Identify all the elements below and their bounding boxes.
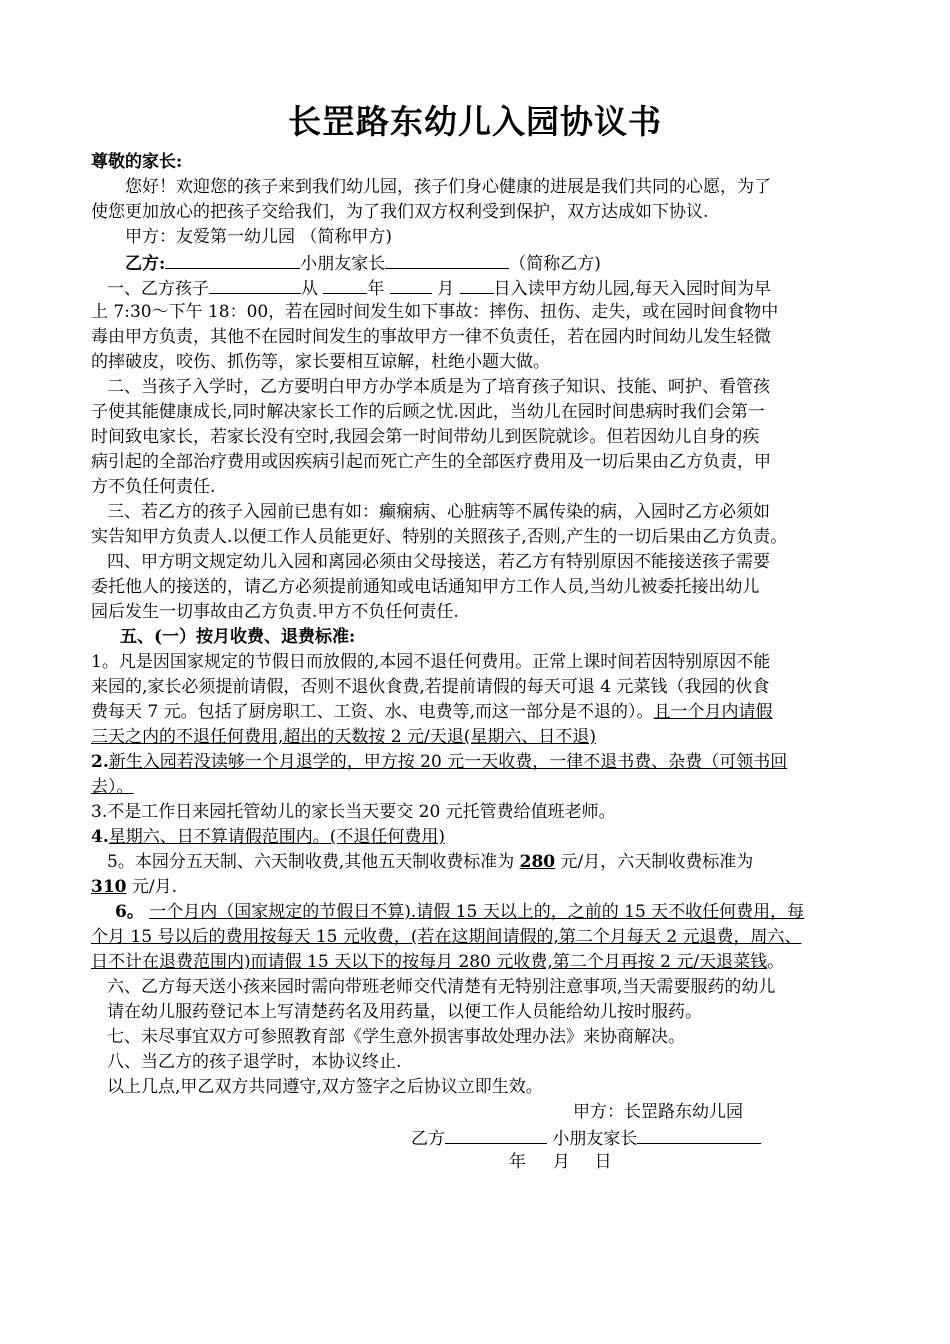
signature-party-a: 甲方：长罡路东幼儿园 xyxy=(573,1102,743,1122)
party-b-name-blank xyxy=(165,250,300,269)
fee-4-line xyxy=(91,825,445,849)
clause-1-year: 年 xyxy=(367,279,385,299)
clause-1-prefix: 一、乙方孩子 xyxy=(107,279,209,299)
signature-parent-blank xyxy=(637,1125,761,1144)
fee-1-line: 来园的,家长必须提前请假，否则不退伙食费,若提前请假的每天可退 4 元菜钱（我园的伙食 xyxy=(91,677,770,697)
clause-1-from: 从 xyxy=(301,279,318,299)
clause-7-line: 七、未尽事宜双方可参照教育部《学生意外损害事故处理办法》来协商解决。 xyxy=(107,1027,685,1047)
signature-month: 月 xyxy=(552,1152,570,1172)
fee-4-text: 星期六、日不算请假范围内。(不退任何费用) xyxy=(108,827,446,847)
fee-2-number: 2. xyxy=(91,752,109,772)
fee-6-end: 。 xyxy=(767,952,785,972)
signature-party-b-line xyxy=(411,1125,761,1149)
clause-2-line: 时间致电家长，若家长没有空时,我园会第一时间带幼儿到医院就诊。但若因幼儿自身的疾 xyxy=(91,427,760,447)
signature-party-b-label: 乙方 xyxy=(411,1129,445,1149)
fee-6-text: 日不计在退费范围内)而请假 15 天以下的按每月 280 元收费,第二个月再按 2 元/天退菜钱 xyxy=(91,952,768,972)
five-day-fee: 280 xyxy=(519,852,556,872)
intro-line: 您好！欢迎您的孩子来到我们幼儿园，孩子们身心健康的进展是我们共同的心愿，为了 xyxy=(125,177,771,197)
fee-6-line xyxy=(115,900,804,924)
fee-6-number: 6。 xyxy=(115,902,144,922)
clause-5-heading: 五、(一）按月收费、退费标准: xyxy=(120,627,356,647)
clause-2-line: 二、当孩子入学时，乙方要明白甲方办学本质是为了培育孩子知识、技能、呵护、看管孩 xyxy=(107,377,770,397)
party-a-line: 甲方：友爱第一幼儿园 （简称甲方) xyxy=(125,227,393,247)
fee-1-underlined-text: 且一个月内请假 xyxy=(653,702,773,722)
document-title: 长罡路东幼儿入园协议书 xyxy=(288,102,662,141)
fee-1-line xyxy=(91,700,773,724)
closing-line: 以上几点,甲乙双方共同遵守,双方签字之后协议立即生效。 xyxy=(107,1077,543,1097)
clause-4-line: 委托他人的接送的，请乙方必须提前通知或电话通知甲方工作人员,当幼儿被委托接出幼儿 xyxy=(91,577,760,597)
six-day-fee: 310 xyxy=(91,877,127,897)
fee-2-text: 去）。 xyxy=(91,777,134,797)
clause-4-line: 四、甲方明文规定幼儿入园和离园必须由父母接送，若乙方有特别原因不能接送孩子需要 xyxy=(107,552,770,572)
clause-2-line: 方不负任何责任. xyxy=(91,477,216,497)
clause-1-month: 月 xyxy=(437,279,455,299)
signature-parent-label: 小朋友家长 xyxy=(552,1129,638,1149)
clause-3-line: 三、若乙方的孩子入园前已患有如：癫痫病、心脏病等不属传染的病，入园时乙方必须如 xyxy=(107,502,770,522)
clause-8-line: 八、当乙方的孩子退学时，本协议终止. xyxy=(107,1052,402,1072)
intro-line: 使您更加放心的把孩子交给我们，为了我们双方权利受到保护，双方达成如下协议. xyxy=(91,202,709,222)
fee-2-line xyxy=(91,775,134,799)
month-blank xyxy=(390,275,432,294)
fee-1-line: 1。凡是因国家规定的节假日而放假的,本园不退任何费用。正常上课时间若因特别原因不能 xyxy=(91,652,771,672)
fee-3-line: 3.不是工作日来园托管幼儿的家长当天要交 20 元托管费给值班老师。 xyxy=(91,802,616,822)
fee-1-plain-text: 费每天 7 元。包括了厨房职工、工资、水、电费等,而这一部分是不退的）。 xyxy=(91,702,654,722)
clause-1-line: 上 7:30～下午 18：00，若在园时间发生如下事故：摔伤、扭伤、走失，或在园时间食物中 xyxy=(91,302,779,322)
clause-2-line: 病引起的全部治疗费用或因疾病引起而死亡产生的全部医疗费用及一切后果由乙方负责，甲 xyxy=(91,452,771,472)
fee-6-line xyxy=(91,950,784,974)
party-b-label: 乙方: xyxy=(125,254,166,274)
year-blank xyxy=(323,275,367,294)
signature-date-line xyxy=(509,1150,612,1174)
fee-4-number: 4. xyxy=(91,827,109,847)
clause-2-line: 子使其能健康成长,同时解决家长工作的后顾之忧.因此，当幼儿在园时间患病时我们会第一 xyxy=(91,402,765,422)
signature-party-b-blank xyxy=(445,1125,547,1144)
party-b-middle: 小朋友家长 xyxy=(300,254,386,274)
day-blank xyxy=(460,275,494,294)
signature-day: 日 xyxy=(594,1152,612,1172)
fee-5-line xyxy=(107,850,753,874)
party-b-line xyxy=(125,250,601,274)
fee-1-line: 三天之内的不退任何费用,超出的天数按 2 元/天退(星期六、日不退) xyxy=(91,727,597,747)
clause-1-line: 的摔破皮，咬伤、抓伤等，家长要相互谅解，杜绝小题大做。 xyxy=(91,352,550,372)
clause-6-line: 请在幼儿服药登记本上写清楚药名及用药量，以便工作人员能给幼儿按时服药。 xyxy=(107,1002,702,1022)
clause-4-line: 园后发生一切事故由乙方负责.甲方不负任何责任. xyxy=(91,602,459,622)
fee-5-middle: 元/月，六天制收费标准为 xyxy=(560,852,754,872)
signature-year: 年 xyxy=(509,1152,526,1172)
fee-5-suffix: 元/月. xyxy=(131,877,178,897)
clause-1-day-rest: 日入读甲方幼儿园,每天入园时间为早 xyxy=(493,279,772,299)
greeting: 尊敬的家长: xyxy=(91,152,183,172)
clause-6-line: 六、乙方每天送小孩来园时需向带班老师交代清楚有无特别注意事项,当天需要服药的幼儿 xyxy=(107,977,776,997)
parent-name-blank xyxy=(385,250,509,269)
fee-6-line: 个月 15 号以后的费用按每天 15 元收费，(若在这期间请假的,第二个月每天 2 元退费，周六、 xyxy=(91,927,802,947)
clause-1-line: 毒由甲方负责，其他不在园时间发生的事故甲方一律不负责任，若在园内时间幼儿发生轻微 xyxy=(91,327,771,347)
party-b-suffix: （简称乙方) xyxy=(509,254,601,274)
fee-5-prefix: 5。本园分五天制、六天制收费,其他五天制收费标准为 xyxy=(107,852,515,872)
fee-6-text: 一个月内（国家规定的节假日不算).请假 15 天以上的，之前的 15 天不收任何费用，每 xyxy=(149,902,805,922)
fee-5-line xyxy=(91,875,177,899)
clause-3-line: 实告知甲方负责人.以便工作人员能更好、特别的关照孩子,否则,产生的一切后果由乙方负责。 xyxy=(91,527,788,547)
clause-1-first-line xyxy=(107,275,771,299)
fee-2-line xyxy=(91,750,787,774)
fee-2-text: 新生入园若没读够一个月退学的，甲方按 20 元一天收费，一律不退书费、杂费（可领书回 xyxy=(108,752,788,772)
child-name-blank xyxy=(209,275,301,294)
